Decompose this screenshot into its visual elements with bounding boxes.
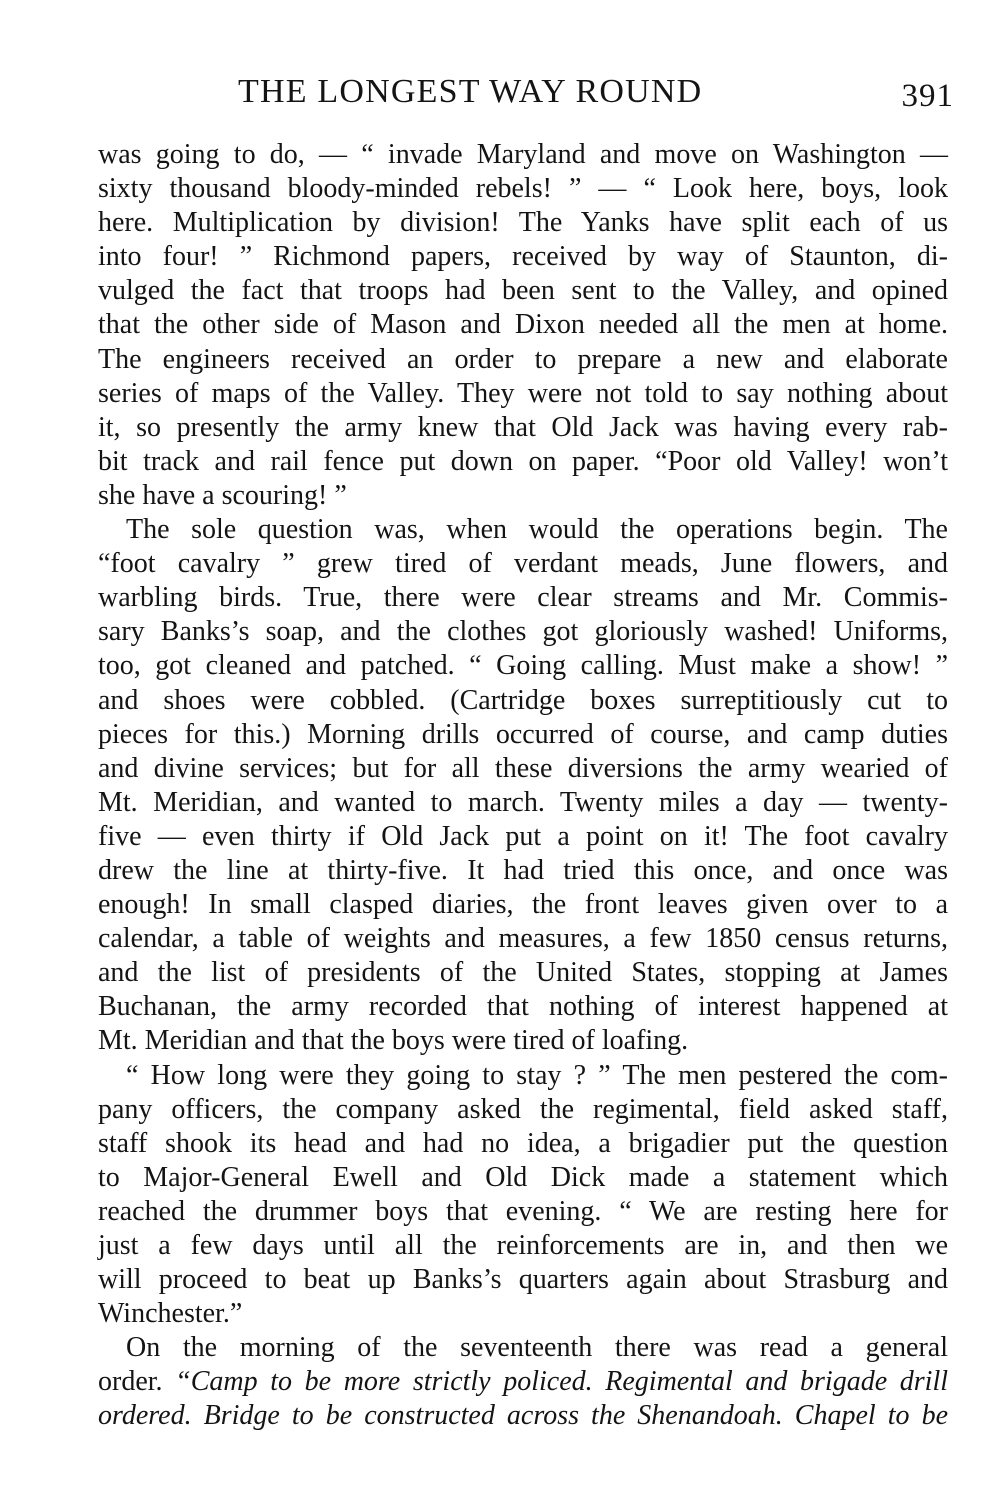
body-text (98, 138, 948, 1434)
text-line: The sole question was, when would the operations begin. The (126, 514, 948, 546)
text-line-italic-mixed (98, 1365, 948, 1399)
text-line: and divine services; but for all these diversions the army wearied of (98, 752, 948, 784)
text-line: and shoes were cobbled. (Cartridge boxes surreptitiously cut to (98, 684, 948, 716)
text-line: ordered. Bridge to be constructed across the Shenandoah. Chapel to be (98, 1400, 948, 1432)
paragraph-2 (98, 513, 948, 1059)
text-line: she have a scouring! ” (98, 479, 347, 511)
text-line: staff shook its head and had no idea, a brigadier put the question (98, 1127, 948, 1159)
text-line: that the other side of Mason and Dixon needed all the men at home. (98, 309, 948, 341)
book-page (98, 70, 954, 1434)
text-line: will proceed to beat up Banks’s quarters again about Strasburg and (98, 1264, 948, 1296)
text-line: On the morning of the seventeenth there was read a general (126, 1332, 948, 1364)
text-line: sary Banks’s soap, and the clothes got gloriously washed! Uniforms, (98, 616, 948, 648)
text-line: Mt. Meridian, and wanted to march. Twenty miles a day — twenty- (98, 786, 948, 818)
paragraph-4 (98, 1331, 948, 1433)
text-line: vulged the fact that troops had been sent to the Valley, and opined (98, 275, 948, 307)
text-line: series of maps of the Valley. They were not told to say nothing about (98, 377, 948, 409)
text-line: Buchanan, the army recorded that nothing of interest happened at (98, 991, 948, 1023)
text-line: pany officers, the company asked the regimental, field asked staff, (98, 1093, 948, 1125)
text-line: to Major-General Ewell and Old Dick made a statement which (98, 1161, 948, 1193)
text-line: pieces for this.) Morning drills occurred of course, and camp duties (98, 718, 948, 750)
text-line: here. Multiplication by division! The Yanks have split each of us (98, 207, 948, 239)
text-line: reached the drummer boys that evening. “ We are resting here for (98, 1195, 948, 1227)
text-line: five — even thirty if Old Jack put a point on it! The foot cavalry (98, 820, 948, 852)
text-line: into four! ” Richmond papers, received by way of Staunton, di- (98, 241, 948, 273)
running-header (98, 70, 954, 120)
text-line: sixty thousand bloody-minded rebels! ” — “ Look here, boys, look (98, 173, 948, 205)
text-line: it, so presently the army knew that Old Jack was having every rab- (98, 411, 948, 443)
text-line: bit track and rail fence put down on paper. “Poor old Valley! won’t (98, 445, 948, 477)
text-line: warbling birds. True, there were clear streams and Mr. Commis- (98, 582, 948, 614)
text-line: calendar, a table of weights and measures, a few 1850 census returns, (98, 923, 948, 955)
text-line: “foot cavalry ” grew tired of verdant meads, June flowers, and (98, 548, 948, 580)
text-line: Mt. Meridian and that the boys were tired of loafing. (98, 1025, 689, 1057)
paragraph-3 (98, 1059, 948, 1332)
text-line: was going to do, — “ invade Maryland and move on Washington — (98, 139, 948, 170)
text-line: and the list of presidents of the United States, stopping at James (98, 957, 948, 989)
running-title: THE LONGEST WAY ROUND (238, 73, 703, 110)
text-line: drew the line at thirty-five. It had tried this once, and once was (98, 854, 948, 886)
text-line: The engineers received an order to prepare a new and elaborate (98, 343, 948, 375)
text-line: order. “Camp to be more strictly policed. Regimental and brigade drill (98, 1366, 948, 1398)
text-line: enough! In small clasped diaries, the front leaves given over to a (98, 889, 948, 921)
text-line: too, got cleaned and patched. “ Going calling. Must make a show! ” (98, 650, 948, 682)
text-line: Winchester.” (98, 1298, 243, 1330)
page-number: 391 (901, 78, 954, 114)
text-line: just a few days until all the reinforcements are in, and then we (98, 1230, 948, 1261)
text-line: “ How long were they going to stay ? ” The men pestered the com- (126, 1059, 948, 1091)
paragraph-1 (98, 138, 948, 513)
